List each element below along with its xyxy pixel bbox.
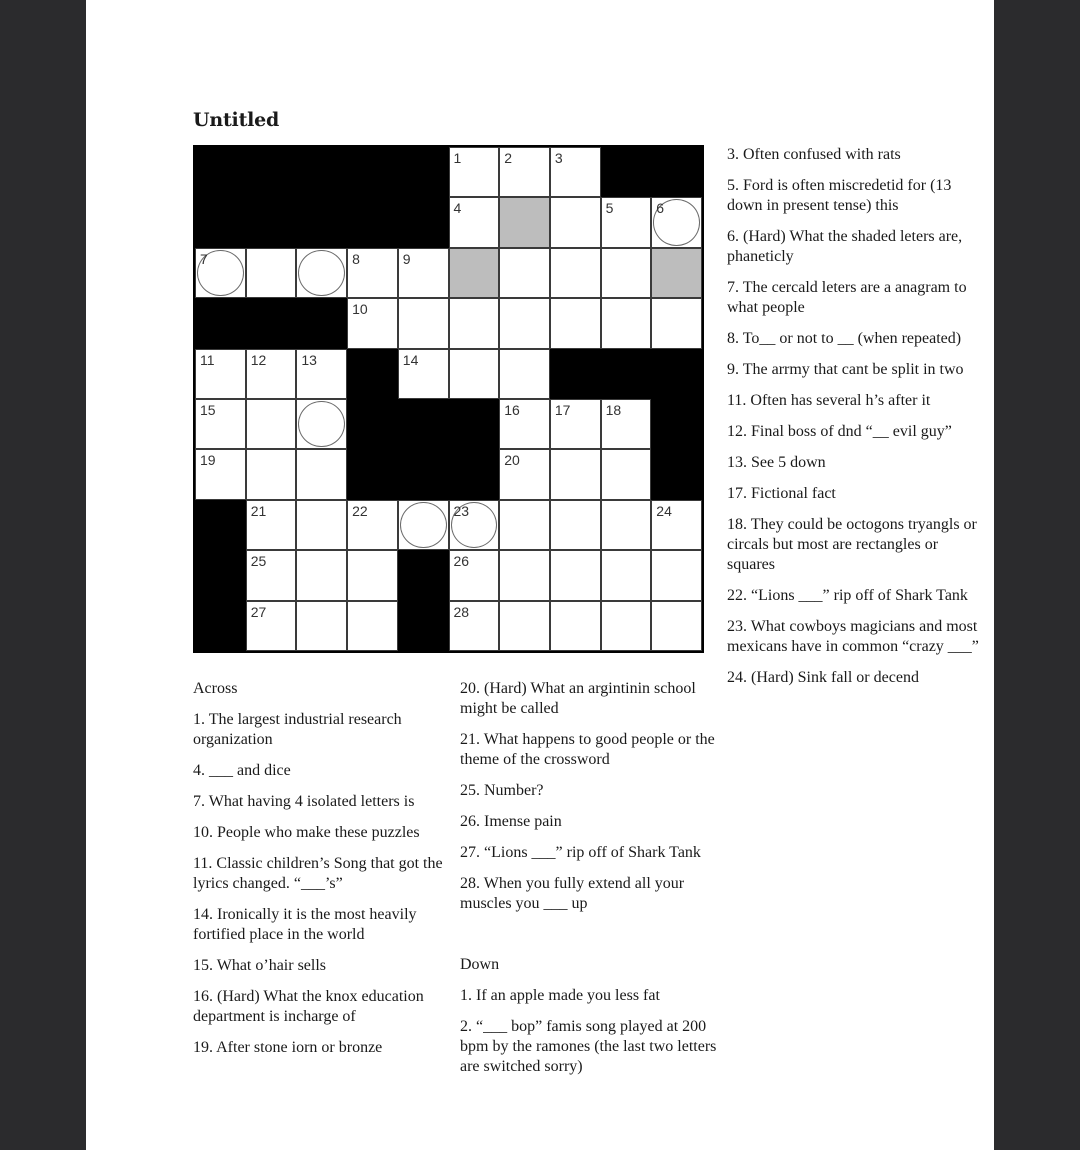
grid-block [347, 147, 398, 197]
grid-cell[interactable] [246, 349, 297, 399]
grid-cell[interactable] [550, 601, 601, 651]
grid-cell[interactable] [347, 601, 398, 651]
grid-cell[interactable] [651, 248, 702, 298]
grid-cell[interactable] [296, 550, 347, 600]
grid-cell[interactable] [347, 298, 398, 348]
grid-cell[interactable] [550, 399, 601, 449]
grid-cell[interactable] [550, 197, 601, 247]
down-clue-8: 8. To__ or not to __ (when repeated) [727, 330, 962, 347]
grid-cell[interactable] [601, 399, 652, 449]
down-clues-column [727, 145, 989, 699]
across-clues-column-2 [460, 679, 722, 1088]
down-clue-22: 22. “Lions ___” rip off of Shark Tank [727, 587, 968, 604]
across-clue-25: 25. Number? [460, 782, 544, 799]
clue-number: 11 [200, 351, 215, 368]
grid-block [347, 399, 398, 449]
grid-cell[interactable] [499, 298, 550, 348]
grid-block [246, 298, 297, 348]
across-clue-19: 19. After stone iorn or bronze [193, 1039, 383, 1056]
clue-number: 22 [352, 502, 368, 519]
grid-cell[interactable] [398, 248, 449, 298]
grid-cell[interactable] [296, 248, 347, 298]
down-clue-23: 23. What cowboys magicians and most mexicans have in common “crazy ___” [727, 618, 979, 655]
grid-cell[interactable] [651, 197, 702, 247]
grid-cell[interactable] [550, 550, 601, 600]
grid-cell[interactable] [449, 500, 500, 550]
grid-block [347, 349, 398, 399]
grid-cell[interactable] [246, 500, 297, 550]
grid-cell[interactable] [296, 601, 347, 651]
grid-cell[interactable] [601, 298, 652, 348]
crossword-grid [193, 145, 704, 653]
circle-marker-icon [298, 250, 345, 296]
down-clue-13: 13. See 5 down [727, 454, 826, 471]
grid-cell[interactable] [499, 550, 550, 600]
down-clue-3: 3. Often confused with rats [727, 146, 901, 163]
grid-block [601, 147, 652, 197]
grid-block [246, 197, 297, 247]
grid-block [651, 449, 702, 499]
circle-marker-icon [400, 502, 447, 548]
grid-cell[interactable] [449, 349, 500, 399]
grid-cell[interactable] [449, 147, 500, 197]
across-clue-28: 28. When you fully extend all your muscles you ___ up [460, 875, 685, 912]
grid-block [296, 147, 347, 197]
clue-number: 7 [200, 250, 208, 267]
grid-block [398, 550, 449, 600]
grid-block [398, 147, 449, 197]
grid-cell[interactable] [601, 449, 652, 499]
grid-cell[interactable] [601, 550, 652, 600]
grid-cell[interactable] [550, 147, 601, 197]
grid-cell[interactable] [449, 550, 500, 600]
clue-number: 6 [656, 200, 665, 217]
grid-cell[interactable] [651, 500, 702, 550]
grid-cell[interactable] [296, 500, 347, 550]
down-clue-11: 11. Often has several h’s after it [727, 392, 931, 409]
grid-cell[interactable] [296, 349, 347, 399]
grid-cell[interactable] [550, 449, 601, 499]
across-clue-11: 11. Classic children’s Song that got the lyrics changed. “___’s” [193, 855, 443, 892]
grid-cell[interactable] [195, 399, 246, 449]
down-clue-2: 2. “___ bop” famis song played at 200 bpm by the ramones (the last two letters are switched sorry) [460, 1018, 717, 1075]
across-clue-20: 20. (Hard) What an argintinin school might be called [460, 680, 696, 717]
grid-cell[interactable] [246, 399, 297, 449]
down-heading: Down [460, 956, 500, 973]
grid-block [296, 197, 347, 247]
grid-cell[interactable] [601, 601, 652, 651]
down-clue-17: 17. Fictional fact [727, 485, 836, 502]
clue-number: 20 [504, 452, 520, 469]
grid-cell[interactable] [651, 298, 702, 348]
grid-cell[interactable] [449, 248, 500, 298]
grid-block [651, 147, 702, 197]
grid-cell[interactable] [347, 248, 398, 298]
across-clue-15: 15. What o’hair sells [193, 957, 327, 974]
clue-number: 27 [250, 603, 267, 620]
clue-number: 12 [250, 351, 267, 368]
grid-cell[interactable] [246, 550, 297, 600]
grid-cell[interactable] [195, 449, 246, 499]
clue-number: 13 [301, 351, 317, 368]
grid-block [651, 349, 702, 399]
document-page [86, 0, 994, 1150]
grid-cell[interactable] [449, 197, 500, 247]
grid-block [347, 197, 398, 247]
grid-block [651, 399, 702, 449]
grid-block [195, 197, 246, 247]
grid-block [398, 601, 449, 651]
across-clue-16: 16. (Hard) What the knox education department is incharge of [193, 988, 424, 1025]
puzzle-title: Untitled [193, 109, 280, 131]
clue-number: 1 [453, 150, 462, 166]
across-clues-column-1 [193, 679, 453, 1069]
grid-block [398, 399, 449, 449]
clue-number: 5 [605, 200, 614, 217]
grid-block [296, 298, 347, 348]
grid-cell[interactable] [195, 248, 246, 298]
grid-cell[interactable] [246, 248, 297, 298]
clue-number: 26 [453, 553, 470, 570]
grid-cell[interactable] [499, 197, 550, 247]
down-clue-18: 18. They could be octogons tryangls or circals but most are rectangles or squares [727, 516, 977, 573]
grid-cell[interactable] [347, 550, 398, 600]
across-clue-4: 4. ___ and dice [193, 762, 291, 779]
grid-block [449, 449, 500, 499]
grid-block [347, 449, 398, 499]
grid-cell[interactable] [651, 601, 702, 651]
grid-cell[interactable] [550, 500, 601, 550]
grid-block [195, 147, 246, 197]
down-clue-7: 7. The cercald leters are a anagram to what people [727, 279, 967, 316]
grid-block [449, 399, 500, 449]
grid-cell[interactable] [499, 399, 550, 449]
clue-number: 24 [656, 502, 672, 519]
clue-number: 17 [554, 402, 571, 418]
across-clue-7: 7. What having 4 isolated letters is [193, 793, 415, 810]
grid-cell[interactable] [347, 500, 398, 550]
clue-number: 2 [504, 150, 512, 166]
grid-cell[interactable] [246, 601, 297, 651]
clue-number: 25 [250, 553, 267, 570]
grid-cell[interactable] [601, 248, 652, 298]
clue-number: 23 [453, 502, 470, 519]
grid-block [246, 147, 297, 197]
across-heading: Across [193, 680, 238, 697]
grid-cell[interactable] [398, 298, 449, 348]
grid-cell[interactable] [398, 500, 449, 550]
grid-block [195, 298, 246, 348]
down-clue-1: 1. If an apple made you less fat [460, 987, 660, 1004]
across-clue-10: 10. People who make these puzzles [193, 824, 420, 841]
clue-number: 8 [352, 250, 360, 267]
grid-cell[interactable] [499, 147, 550, 197]
clue-number: 3 [554, 150, 563, 166]
grid-block [398, 449, 449, 499]
grid-cell[interactable] [601, 197, 652, 247]
grid-block [195, 601, 246, 651]
down-clue-12: 12. Final boss of dnd “__ evil guy” [727, 423, 952, 440]
grid-cell[interactable] [651, 550, 702, 600]
clue-number: 28 [453, 603, 470, 620]
down-clue-9: 9. The arrmy that cant be split in two [727, 361, 964, 378]
down-clue-24: 24. (Hard) Sink fall or decend [727, 669, 919, 686]
across-clue-27: 27. “Lions ___” rip off of Shark Tank [460, 844, 701, 861]
grid-cell[interactable] [499, 349, 550, 399]
clue-number: 10 [352, 301, 368, 318]
grid-cell[interactable] [550, 248, 601, 298]
grid-cell[interactable] [246, 449, 297, 499]
grid-cell[interactable] [499, 449, 550, 499]
clue-number: 15 [200, 402, 216, 418]
circle-marker-icon [298, 401, 345, 447]
clue-number: 16 [504, 402, 520, 418]
grid-cell[interactable] [449, 601, 500, 651]
down-clue-6: 6. (Hard) What the shaded leters are, phaneticly [727, 228, 963, 265]
clue-number: 21 [250, 502, 267, 519]
grid-cell[interactable] [601, 500, 652, 550]
clue-number: 14 [402, 351, 419, 368]
grid-block [601, 349, 652, 399]
clue-number: 9 [402, 250, 411, 267]
across-clue-21: 21. What happens to good people or the theme of the crossword [460, 731, 715, 768]
grid-cell[interactable] [296, 399, 347, 449]
grid-cell[interactable] [195, 349, 246, 399]
grid-cell[interactable] [550, 298, 601, 348]
across-clue-26: 26. Imense pain [460, 813, 562, 830]
grid-block [398, 197, 449, 247]
grid-cell[interactable] [296, 449, 347, 499]
grid-cell[interactable] [398, 349, 449, 399]
clue-number: 19 [200, 452, 216, 469]
grid-block [195, 550, 246, 600]
grid-cell[interactable] [449, 298, 500, 348]
grid-cell[interactable] [499, 601, 550, 651]
clue-number: 18 [605, 402, 622, 418]
clue-number: 4 [453, 200, 462, 217]
grid-block [195, 500, 246, 550]
down-clue-5: 5. Ford is often miscredetid for (13 down in present tense) this [727, 177, 952, 214]
grid-cell[interactable] [499, 248, 550, 298]
grid-block [550, 349, 601, 399]
across-clue-1: 1. The largest industrial research organization [193, 711, 402, 748]
grid-cell[interactable] [499, 500, 550, 550]
across-clue-14: 14. Ironically it is the most heavily fortified place in the world [193, 906, 417, 943]
